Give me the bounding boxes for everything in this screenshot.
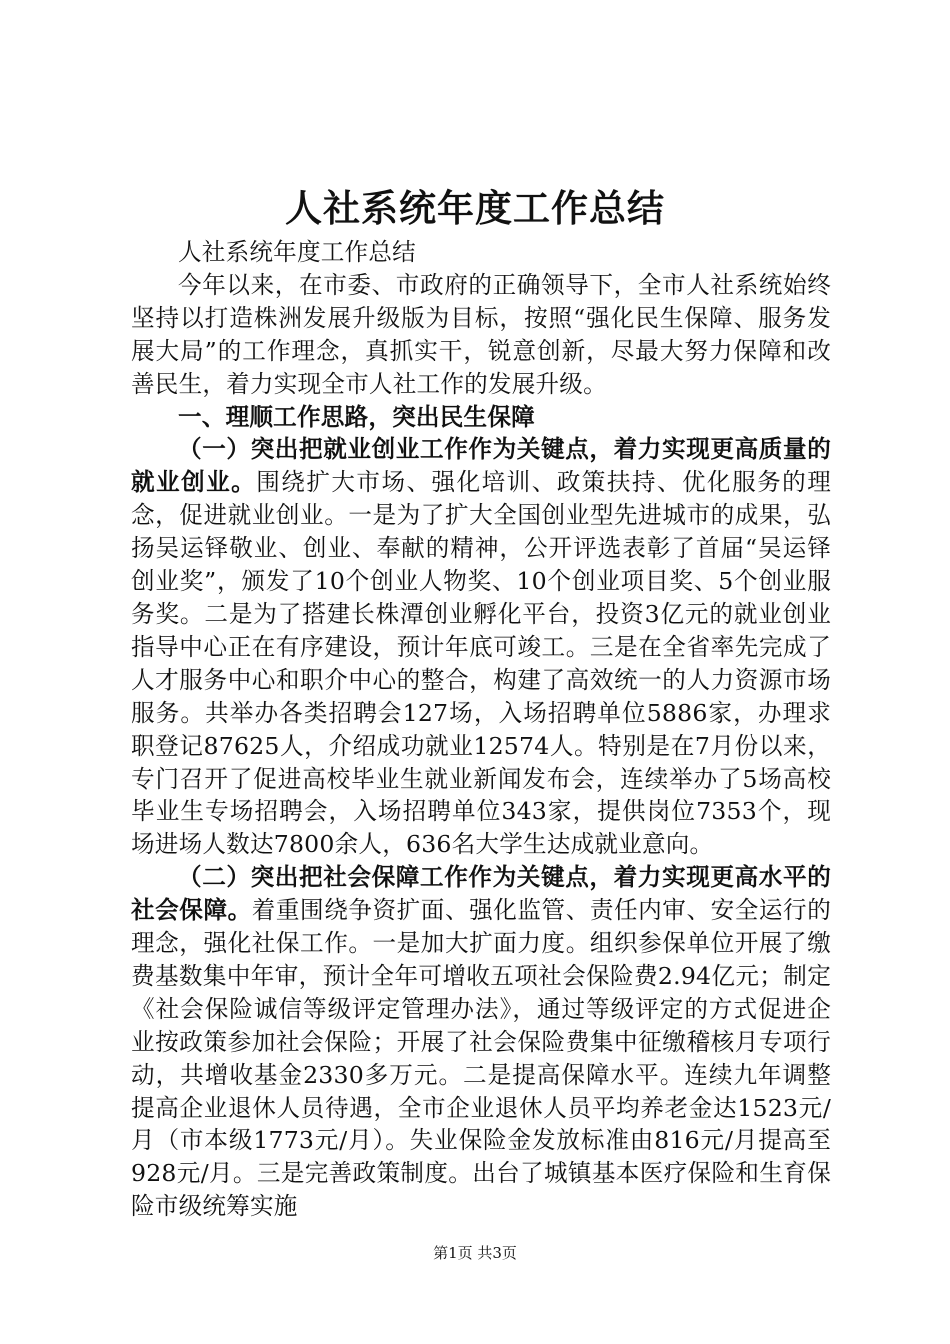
page-number: 第1页 共3页 xyxy=(433,1244,517,1262)
section-heading: 一、理顺工作思路，突出民生保障 xyxy=(178,402,535,431)
document-body xyxy=(131,236,831,1223)
employment-text: 围绕扩大市场、强化培训、政策扶持、优化服务的理念，促进就业创业。一是为了扩大全国创业型先进城市的成果，弘扬吴运铎敬业、创业、奉献的精神，公开评选表彰了首届“吴运铎创业奖”，颁发了10个创业人物奖、10个创业项目奖、5个创业服务奖。二是为了搭建长株潭创业孵化平台，投资3亿元的就业创业指导中心正在有序建设，预计年底可竣工。三是在全省率先完成了人才服务中心和职介中心的整合，构建了高效统一的人力资源市场服务。共举办各类招聘会127场，入场招聘单位5886家，办理求职登记87625人，介绍成功就业12574人。特别是在7月份以来，专门召开了促进高校毕业生就业新闻发布会，连续举办了5场高校毕业生专场招聘会，入场招聘单位343家，提供岗位7353个，现场进场人数达7800余人，636名大学生达成就业意向。 xyxy=(131,468,832,859)
document-title: 人社系统年度工作总结 xyxy=(285,186,665,230)
intro-paragraph: 今年以来，在市委、市政府的正确领导下，全市人社系统始终坚持以打造株洲发展升级版为目标，按照“强化民生保障、服务发展大局”的工作理念，真抓实干，锐意创新，尽最大努力保障和改善民生，着力实现全市人社工作的发展升级。 xyxy=(131,270,831,398)
social-security-lead: （二）突出把社会保障工作作为关键点，着力实现更高水平的社会保障。 xyxy=(131,863,831,925)
social-security-paragraph xyxy=(131,861,831,1223)
employment-paragraph xyxy=(131,433,831,861)
subtitle-paragraph: 人社系统年度工作总结 xyxy=(178,238,416,266)
social-security-text: 着重围绕争资扩面、强化监管、责任内审、安全运行的理念，强化社保工作。一是加大扩面力度。组织参保单位开展了缴费基数集中年审，预计全年可增收五项社会保险费2.94亿元；制定《社会保险诚信等级评定管理办法》，通过等级评定的方式促进企业按政策参加社会保险；开展了社会保险费集中征缴稽核月专项行动，共增收基金2330多万元。二是提高保障水平。连续九年调整提高企业退休人员待遇，全市企业退休人员平均养老金达1523元/月（市本级1773元/月）。失业保险金发放标准由816元/月提高至928元/月。三是完善政策制度。出台了城镇基本医疗保险和生育保险市级统筹实施 xyxy=(131,896,831,1221)
employment-lead: （一）突出把就业创业工作作为关键点，着力实现更高质量的就业创业。 xyxy=(131,435,831,497)
